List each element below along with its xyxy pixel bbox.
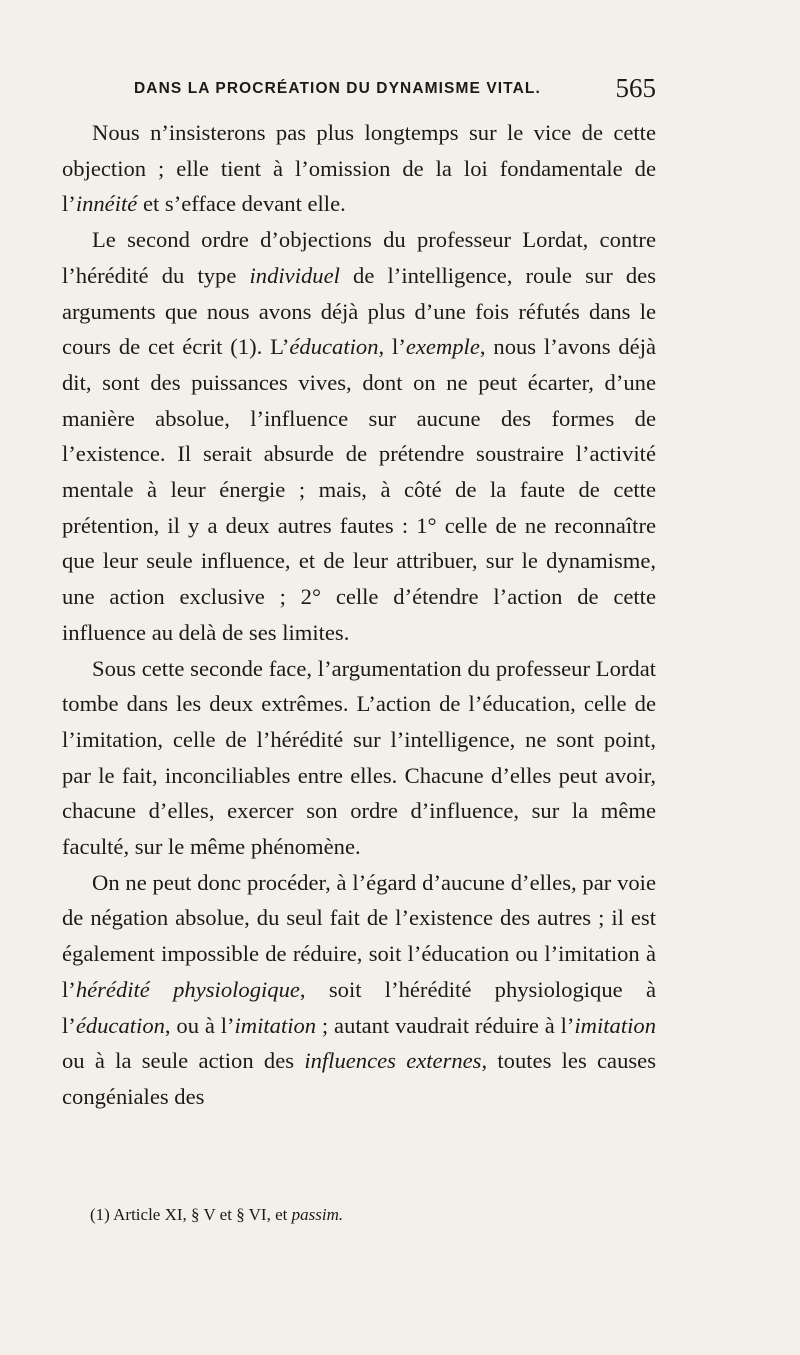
italic-run: innéité bbox=[75, 191, 138, 217]
text-run: , nous l’avons déjà dit, sont des puissances vives, dont on ne peut écarter, d’une manière absolue, l’influence sur aucune des formes de l’existence. Il serait absurde de prétendre soustraire l’activité mentale à leur énergie ; mais, à côté de la faute de cette prétention, il y a deux autres fautes : 1° celle de ne reconnaître que leur seule influence, et de leur attribuer, sur le dynamisme, une action exclusive ; 2° celle d’étendre l’action de cette influence au delà de ses limites. bbox=[62, 334, 657, 645]
page-header bbox=[134, 73, 656, 110]
paragraph bbox=[62, 115, 656, 222]
text-run: Nous n’insisterons pas plus longtemps sur le vice de cette objection ; elle tient à l’omission de la loi fondamentale de l’ bbox=[62, 120, 656, 217]
text-run: , ou à l’ bbox=[164, 1012, 235, 1038]
italic-run: imitation bbox=[574, 1012, 656, 1038]
italic-run: éducation bbox=[289, 334, 379, 360]
page-number: 565 bbox=[615, 73, 656, 103]
paragraph bbox=[62, 865, 656, 1115]
text-run: , l’ bbox=[378, 334, 406, 360]
italic-run: hérédité physiologique bbox=[75, 976, 300, 1002]
text-run: ; autant vaudrait réduire à l’ bbox=[316, 1012, 575, 1038]
italic-run: imitation bbox=[234, 1012, 317, 1038]
footnote bbox=[90, 1205, 656, 1225]
text-run: On ne peut donc procéder, à l’égard d’aucune d’elles, par voie de négation absolue, du seul fait de l’existence des autres ; il est également impossible de réduire, soit l’éducation ou l’imitation à l’ bbox=[62, 869, 656, 1002]
text-run: Le second ordre d’objections du professeur Lordat, contre l’hérédité du type bbox=[62, 227, 656, 288]
running-head: DANS LA PROCRÉATION DU DYNAMISME VITAL. bbox=[134, 80, 541, 97]
italic-run: éducation bbox=[75, 1012, 165, 1038]
italic-run: individuel bbox=[249, 262, 340, 288]
footnote-text: (1) Article XI, § V et § VI, et bbox=[90, 1205, 292, 1224]
text-run: , toutes les causes congéniales des bbox=[62, 1048, 656, 1109]
text-run: , soit l’hérédité physiologique à l’ bbox=[62, 976, 657, 1038]
paragraph bbox=[62, 222, 656, 650]
italic-run: influences externes bbox=[304, 1048, 482, 1074]
text-run: Sous cette seconde face, l’argumentation du professeur Lordat tombe dans les deux extrêmes. L’action de l’éducation, celle de l’imitation, celle de l’hérédité sur l’intelligence, ne sont point, par le fait, inconciliables entre elles. Chacune d’elles peut avoir, chacune d’elles, exercer son ordre d’influence, sur la même faculté, sur le même phénomène. bbox=[62, 655, 656, 860]
italic-run: exemple bbox=[405, 334, 480, 360]
text-run: de l’intelligence, roule sur des arguments que nous avons déjà plus d’une fois réfutés dans le cours de cet écrit (1). L’ bbox=[62, 262, 657, 360]
text-run: ou à la seule action des bbox=[62, 1048, 305, 1074]
footnote-italic: passim. bbox=[291, 1205, 344, 1224]
body-text bbox=[62, 115, 656, 1115]
text-run: et s’efface devant elle. bbox=[137, 191, 346, 217]
paragraph bbox=[62, 651, 656, 865]
